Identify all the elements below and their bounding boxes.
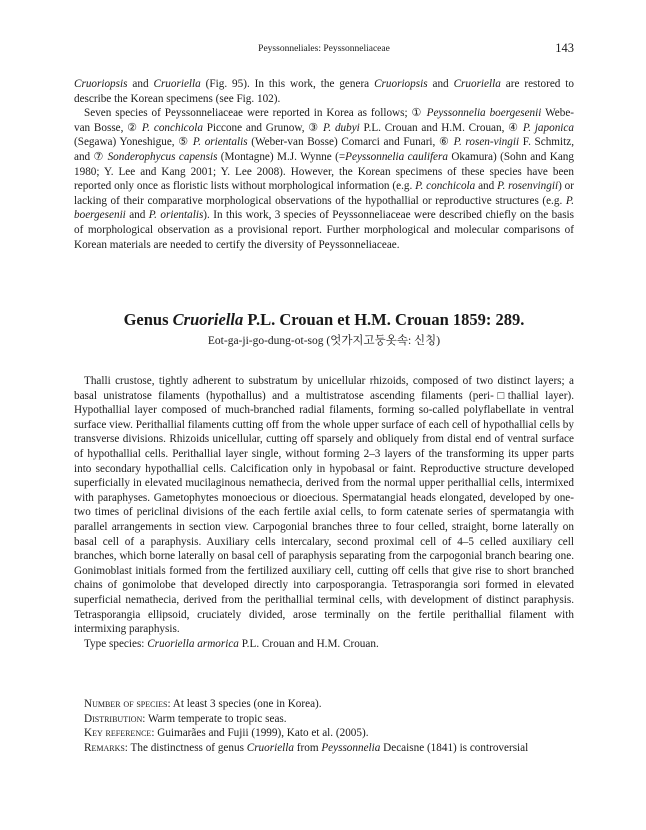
text-run: and — [475, 180, 498, 193]
text-run: (Fig. 95). In this work, the genera — [200, 78, 375, 90]
text-run: (Montagne) M.J. Wynne (= — [217, 150, 346, 163]
genus-heading-authority: P.L. Crouan et H.M. Crouan 1859: 289. — [243, 310, 525, 329]
text-run: and — [427, 78, 454, 90]
text-run: The distinctness of genus — [127, 741, 247, 754]
genus-facts — [74, 697, 574, 755]
italic-taxon-name: Cruoriella armorica — [147, 637, 239, 650]
page-number: 143 — [555, 41, 574, 55]
section-label: Key reference: — [84, 727, 155, 740]
italic-taxon-name: Cruoriopsis — [374, 78, 428, 90]
italic-taxon-name: P. conchicola — [415, 180, 476, 193]
section-label: Number of species: — [84, 698, 171, 710]
number-of-species — [74, 697, 574, 712]
text-run: and — [125, 209, 149, 222]
italic-taxon-name: Cruoriopsis — [74, 78, 128, 90]
italic-taxon-name: P. japonica — [522, 121, 574, 134]
genus-heading — [74, 310, 574, 330]
italic-taxon-name: P. rosenvingii — [497, 180, 559, 193]
text-run: from — [293, 741, 322, 754]
genus-description — [74, 374, 574, 651]
remarks — [74, 741, 574, 756]
text-run: Guimarães and Fujii (1999), Kato et al. (2005). — [154, 727, 369, 740]
text-run: F. Schmitz, and ⑦ — [74, 136, 574, 163]
korean-genus-name: Eot-ga-ji-go-dung-ot-sog (엇가지고둥옷속: 신칭) — [207, 335, 441, 347]
text-run: At least 3 species (one in Korea). — [170, 698, 322, 710]
italic-taxon-name: Peyssonnelia — [321, 741, 381, 754]
italic-taxon-name: Cruoriella — [153, 78, 201, 90]
text-run: Type species: — [84, 637, 148, 650]
text-run: P.L. Crouan and H.M. Crouan, ④ — [359, 121, 523, 134]
section-label: Remarks: — [84, 741, 128, 754]
text-run: (Segawa) Yoneshigue, ⑤ — [74, 136, 193, 149]
italic-taxon-name: P. conchicola — [141, 121, 203, 134]
distribution — [74, 712, 574, 727]
italic-taxon-name: Peyssonnelia caulifera — [345, 150, 448, 163]
italic-taxon-name: P. orientalis — [148, 209, 204, 222]
section-label: Distribution: — [84, 712, 146, 725]
italic-taxon-name: P. rosen-vingii — [453, 136, 520, 149]
intro-section — [74, 77, 574, 252]
text-run: ) or lacking of their comparative morphological observations of the hypothallial or reproductive structures (e.g. — [74, 180, 574, 207]
text-run: Webe-van Bosse, ② — [74, 107, 575, 134]
italic-taxon-name: Cruoriella — [453, 78, 501, 90]
text-run: (Weber-van Bosse) Comarci and Funari, ⑥ — [247, 136, 454, 149]
italic-taxon-name: Sonderophycus capensis — [107, 150, 218, 163]
page-header — [74, 40, 574, 58]
intro-paragraph-2 — [74, 106, 574, 252]
text-run: Seven species of Peyssonneliaceae were reported in Korea as follows; ① — [84, 107, 427, 120]
text-run: Okamura) (Sohn and Kang 1980; Y. Lee and Kang 2001; Y. Lee 2008). However, the Korean specimens of these species have been reported only once as floristic lists without morphological information (e.g. — [74, 150, 574, 193]
text-run: Decaisne (1841) is controversial — [380, 741, 529, 754]
italic-taxon-name: P. boergesenii — [74, 194, 574, 222]
text-run: are restored to describe the Korean specimens (see Fig. 102). — [74, 78, 575, 105]
description-paragraph — [74, 374, 574, 637]
text-run: Piccone and Grunow, ③ — [202, 121, 323, 134]
key-reference — [74, 726, 574, 741]
intro-paragraph-1 — [74, 77, 574, 106]
text-run: and — [127, 78, 154, 90]
genus-heading-name: Cruoriella — [172, 310, 244, 329]
type-species — [74, 637, 574, 652]
italic-taxon-name: P. orientalis — [192, 136, 248, 149]
text-run: Thalli crustose, tightly adherent to substratum by unicellular rhizoids, composed of two distinct layers; a basal unistratose filaments (hypothallus) and a multistratose ascending filaments (peri-□thallial layer). Hypothallial layer composed of much-branched radial filaments, forming so-called polyflabellate in ventral surface view. Perithallial filaments cutting off from the whole upper surface of each cell of hypothallial cells by transverse divisions. Rhizoids unicellular, cutting off sparsely and obliquely from distal end of ventral surface of hypothallial cells. Perithallial layer single, without forming 2–3 layers of the transforming its upper parts into secondary hypothallial cells. Calcification only in hypobasal or faint. Reproductive structure developed superficially in elevated mucilaginous nemathecia, derived from the normal upper perithallial cells, intermixed with paraphyses. Gametophytes monoecious or dioecious. Spermatangial heads elongated, developed by one-two times of periclinal divisions of the each fertile axial cells, to form catenate series of spermatangia with parallel arrangements in section view. Carpogonial branches three to four celled, straight, borne laterally on basal cell of a paraphysis. Auxiliary cells intercalary, second proximal cell of 4–5 celled auxiliary cell branches, which borne laterally on basal cell of paraphysis separating from the carpogonial branch bearing one. Gonimoblast initials formed from the fertilized auxiliary cell, cutting off cells that give rise to short branched chains of gonimolobe that developed directly into carposporangia. Tetrasporangia sori formed in elevated superficial nemathecia, derived from the perithallial terminal cells, with development of distinct paraphysis. Tetrasporangia ellipsoid, cruciately divided, arose terminally on the fertile perithallial filament with intermixing paraphysis. — [74, 375, 574, 636]
text-run: Warm temperate to tropic seas. — [145, 712, 287, 725]
text-run: ). In this work, 3 species of Peyssonneliaceae were described chiefly on the basis of morphological observation as a provisional report. Further morphological and molecular comparisons of Korean materials are needed to certify the diversity of Peyssonneliaceae. — [74, 209, 575, 251]
italic-taxon-name: P. dubyi — [323, 121, 360, 134]
italic-taxon-name: Cruoriella — [246, 741, 294, 754]
genus-heading-prefix: Genus — [123, 310, 173, 329]
italic-taxon-name: Peyssonnelia boergesenii — [426, 107, 542, 120]
text-run: P.L. Crouan and H.M. Crouan. — [238, 637, 379, 650]
running-title: Peyssonneliales: Peyssonneliaceae — [258, 44, 390, 54]
